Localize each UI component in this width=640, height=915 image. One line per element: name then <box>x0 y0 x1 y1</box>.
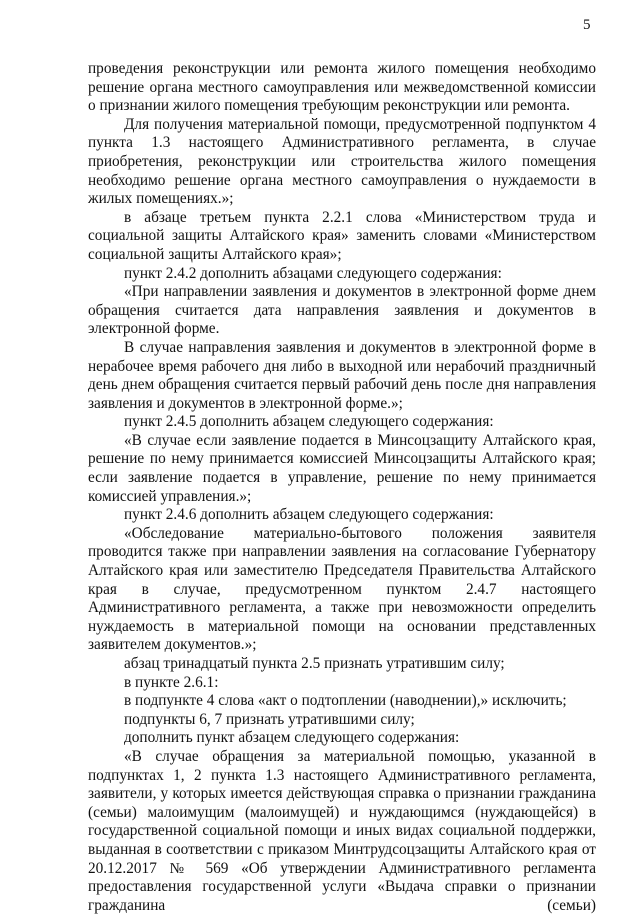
paragraph-4: пункт 2.4.2 дополнить абзацами следующего содержания: <box>124 264 502 282</box>
paragraph-5: «При направлении заявления и документов в электронной форме днем обращения считается дата направления заявления и документов в электронной форме. <box>88 283 596 338</box>
page-number: 5 <box>583 17 591 33</box>
paragraph-12: в пункте 2.6.1: <box>124 673 219 691</box>
document-body <box>88 60 596 915</box>
paragraph-6: В случае направления заявления и документов в электронной форме в нерабочее время рабочего дня либо в выходной или нерабочий праздничный день днем обращения считается первый рабочий день после дня направления заявления и документов в электронной форме.»; <box>88 338 596 412</box>
paragraph-3: в абзаце третьем пункта 2.2.1 слова «Министерством труда и социальной защиты Алтайского края» заменить словами «Министерством социальной защиты Алтайского края»; <box>88 208 596 263</box>
paragraph-15: дополнить пункт абзацем следующего содержания: <box>124 729 460 747</box>
paragraph-11: абзац тринадцатый пункта 2.5 признать утратившим силу; <box>124 655 505 672</box>
paragraph-9: пункт 2.4.6 дополнить абзацем следующего содержания: <box>124 506 494 524</box>
paragraph-8: «В случае если заявление подается в Минсоцзащиту Алтайского края, решение по нему принимается комиссией Минсоцзащиты Алтайского края; если заявление подается в управление, решение по нему принимается комиссией управления.»; <box>88 431 596 505</box>
paragraph-16: «В случае обращения за материальной помощью, указанной в подпунктах 1, 2 пункта 1.3 настоящего Административного регламента, заявители, у которых имеется действующая справка о признании гражданина (семьи) малоимущим (малоимущей) и нуждающимся (нуждающейся) в государственной социальной помощи и иных видах социальной поддержки, выданная в соответствии с приказом Минтрудсоцзащиты Алтайского края от 20.12.2017 № 569 «Об утверждении Административного регламента предоставления государственной услуги «Выдача справки о признании гражданина (семьи) <box>88 747 596 914</box>
paragraph-1: проведения реконструкции или ремонта жилого помещения необходимо решение органа местного самоуправления или межведомственной комиссии о признании жилого помещения требующим реконструкции или ремонта. <box>88 60 596 115</box>
paragraph-10: «Обследование материально-бытового положения заявителя проводится также при направлении заявления на согласование Губернатору Алтайского края или заместителю Председателя Правительства Алтайского края в случае, предусмотренном пунктом 2.4.7 настоящего Административного регламента, а также при невозможности определить нуждаемость в материальной помощи на основании представленных заявителем документов.»; <box>88 524 596 654</box>
paragraph-2: Для получения материальной помощи, предусмотренной подпунктом 4 пункта 1.3 настоящего Административного регламента, в случае приобретения, реконструкции или строительства жилого помещения необходимо решение органа местного самоуправления о нуждаемости в жилых помещениях.»; <box>88 115 596 208</box>
paragraph-7: пункт 2.4.5 дополнить абзацем следующего содержания: <box>124 413 494 431</box>
paragraph-13: в подпункте 4 слова «акт о подтоплении (наводнении),» исключить; <box>124 692 567 710</box>
paragraph-14: подпункты 6, 7 признать утратившими силу; <box>124 710 415 728</box>
